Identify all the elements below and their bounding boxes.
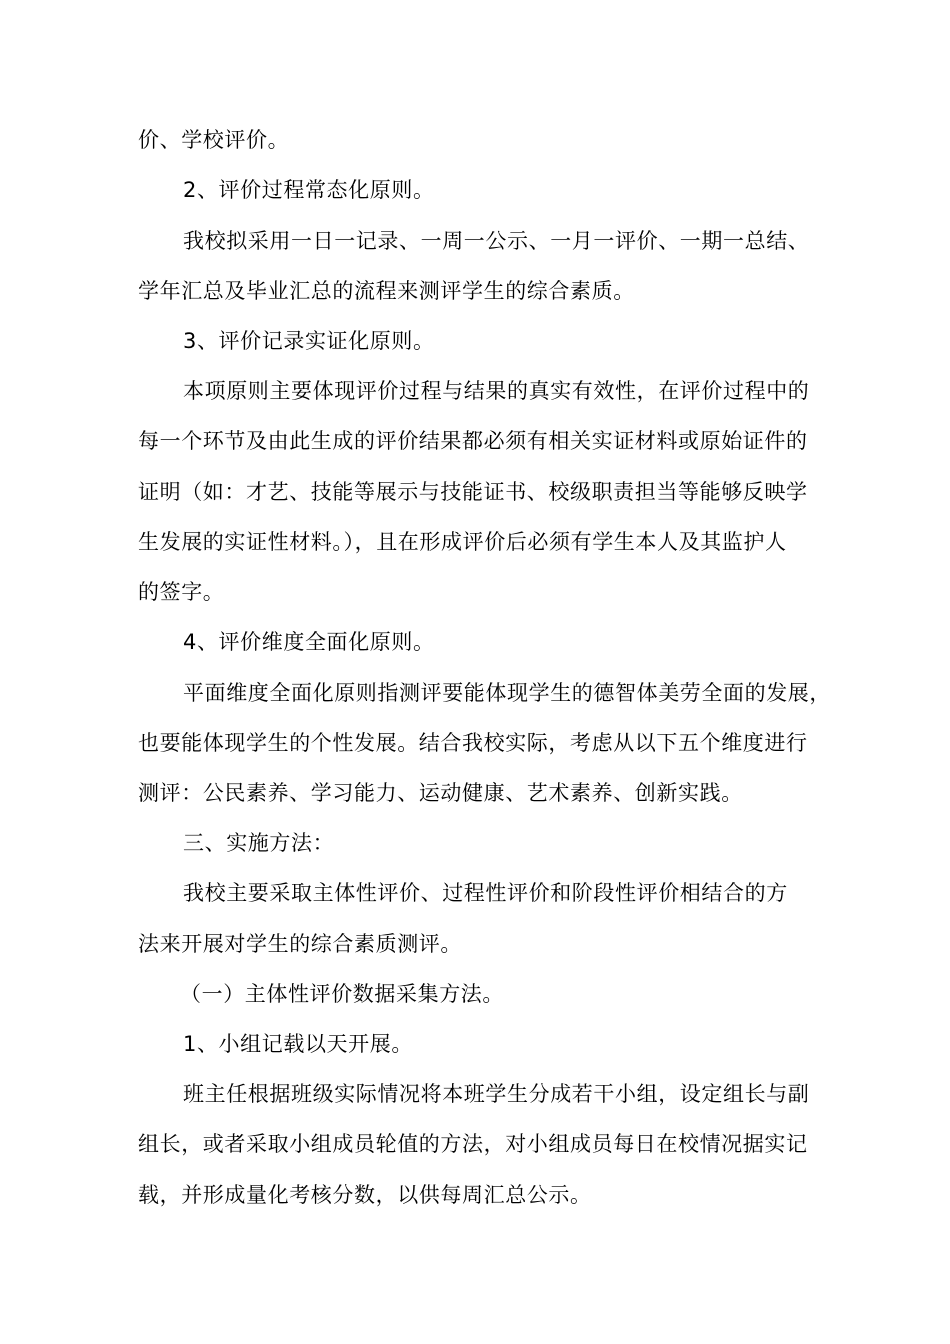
subsection-heading: （一）主体性评价数据采集方法。 [180,982,504,1006]
text-line: 班主任根据班级实际情况将本班学生分成若干小组，设定组长与副 [183,1082,810,1106]
text-line: 法来开展对学生的综合素质测评。 [138,932,462,956]
text-line: 生发展的实证性材料。），且在形成评价后必须有学生本人及其监护人 [138,530,787,554]
text-line: 平面维度全面化原则指测评要能体现学生的德智体美劳全面的发展， [183,681,831,705]
subheading: 2、评价过程常态化原则。 [183,178,435,202]
text-line: 载，并形成量化考核分数，以供每周汇总公示。 [138,1183,592,1207]
text-line: 证明（如：才艺、技能等展示与技能证书、校级职责担当等能够反映学 [138,480,808,504]
text-line: 价、学校评价。 [138,128,290,152]
text-line: 组长，或者采取小组成员轮值的方法，对小组成员每日在校情况据实记 [138,1132,808,1156]
text-line: 测评：公民素养、学习能力、运动健康、艺术素养、创新实践。 [138,781,743,805]
section-heading: 三、实施方法： [183,831,335,855]
text-line: 本项原则主要体现评价过程与结果的真实有效性，在评价过程中的 [183,379,810,403]
text-line: 学年汇总及毕业汇总的流程来测评学生的综合素质。 [138,279,635,303]
text-line: 我校拟采用一日一记录、一周一公示、一月一评价、一期一总结、 [183,229,810,253]
subheading: 3、评价记录实证化原则。 [183,329,435,353]
subheading: 1、小组记载以天开展。 [183,1032,413,1056]
text-line: 我校主要采取主体性评价、过程性评价和阶段性评价相结合的方 [183,881,788,905]
subheading: 4、评价维度全面化原则。 [183,630,435,654]
text-line: 也要能体现学生的个性发展。结合我校实际，考虑从以下五个维度进行 [138,731,808,755]
text-line: 的签字。 [138,580,225,604]
text-line: 每一个环节及由此生成的评价结果都必须有相关实证材料或原始证件的 [138,429,808,453]
